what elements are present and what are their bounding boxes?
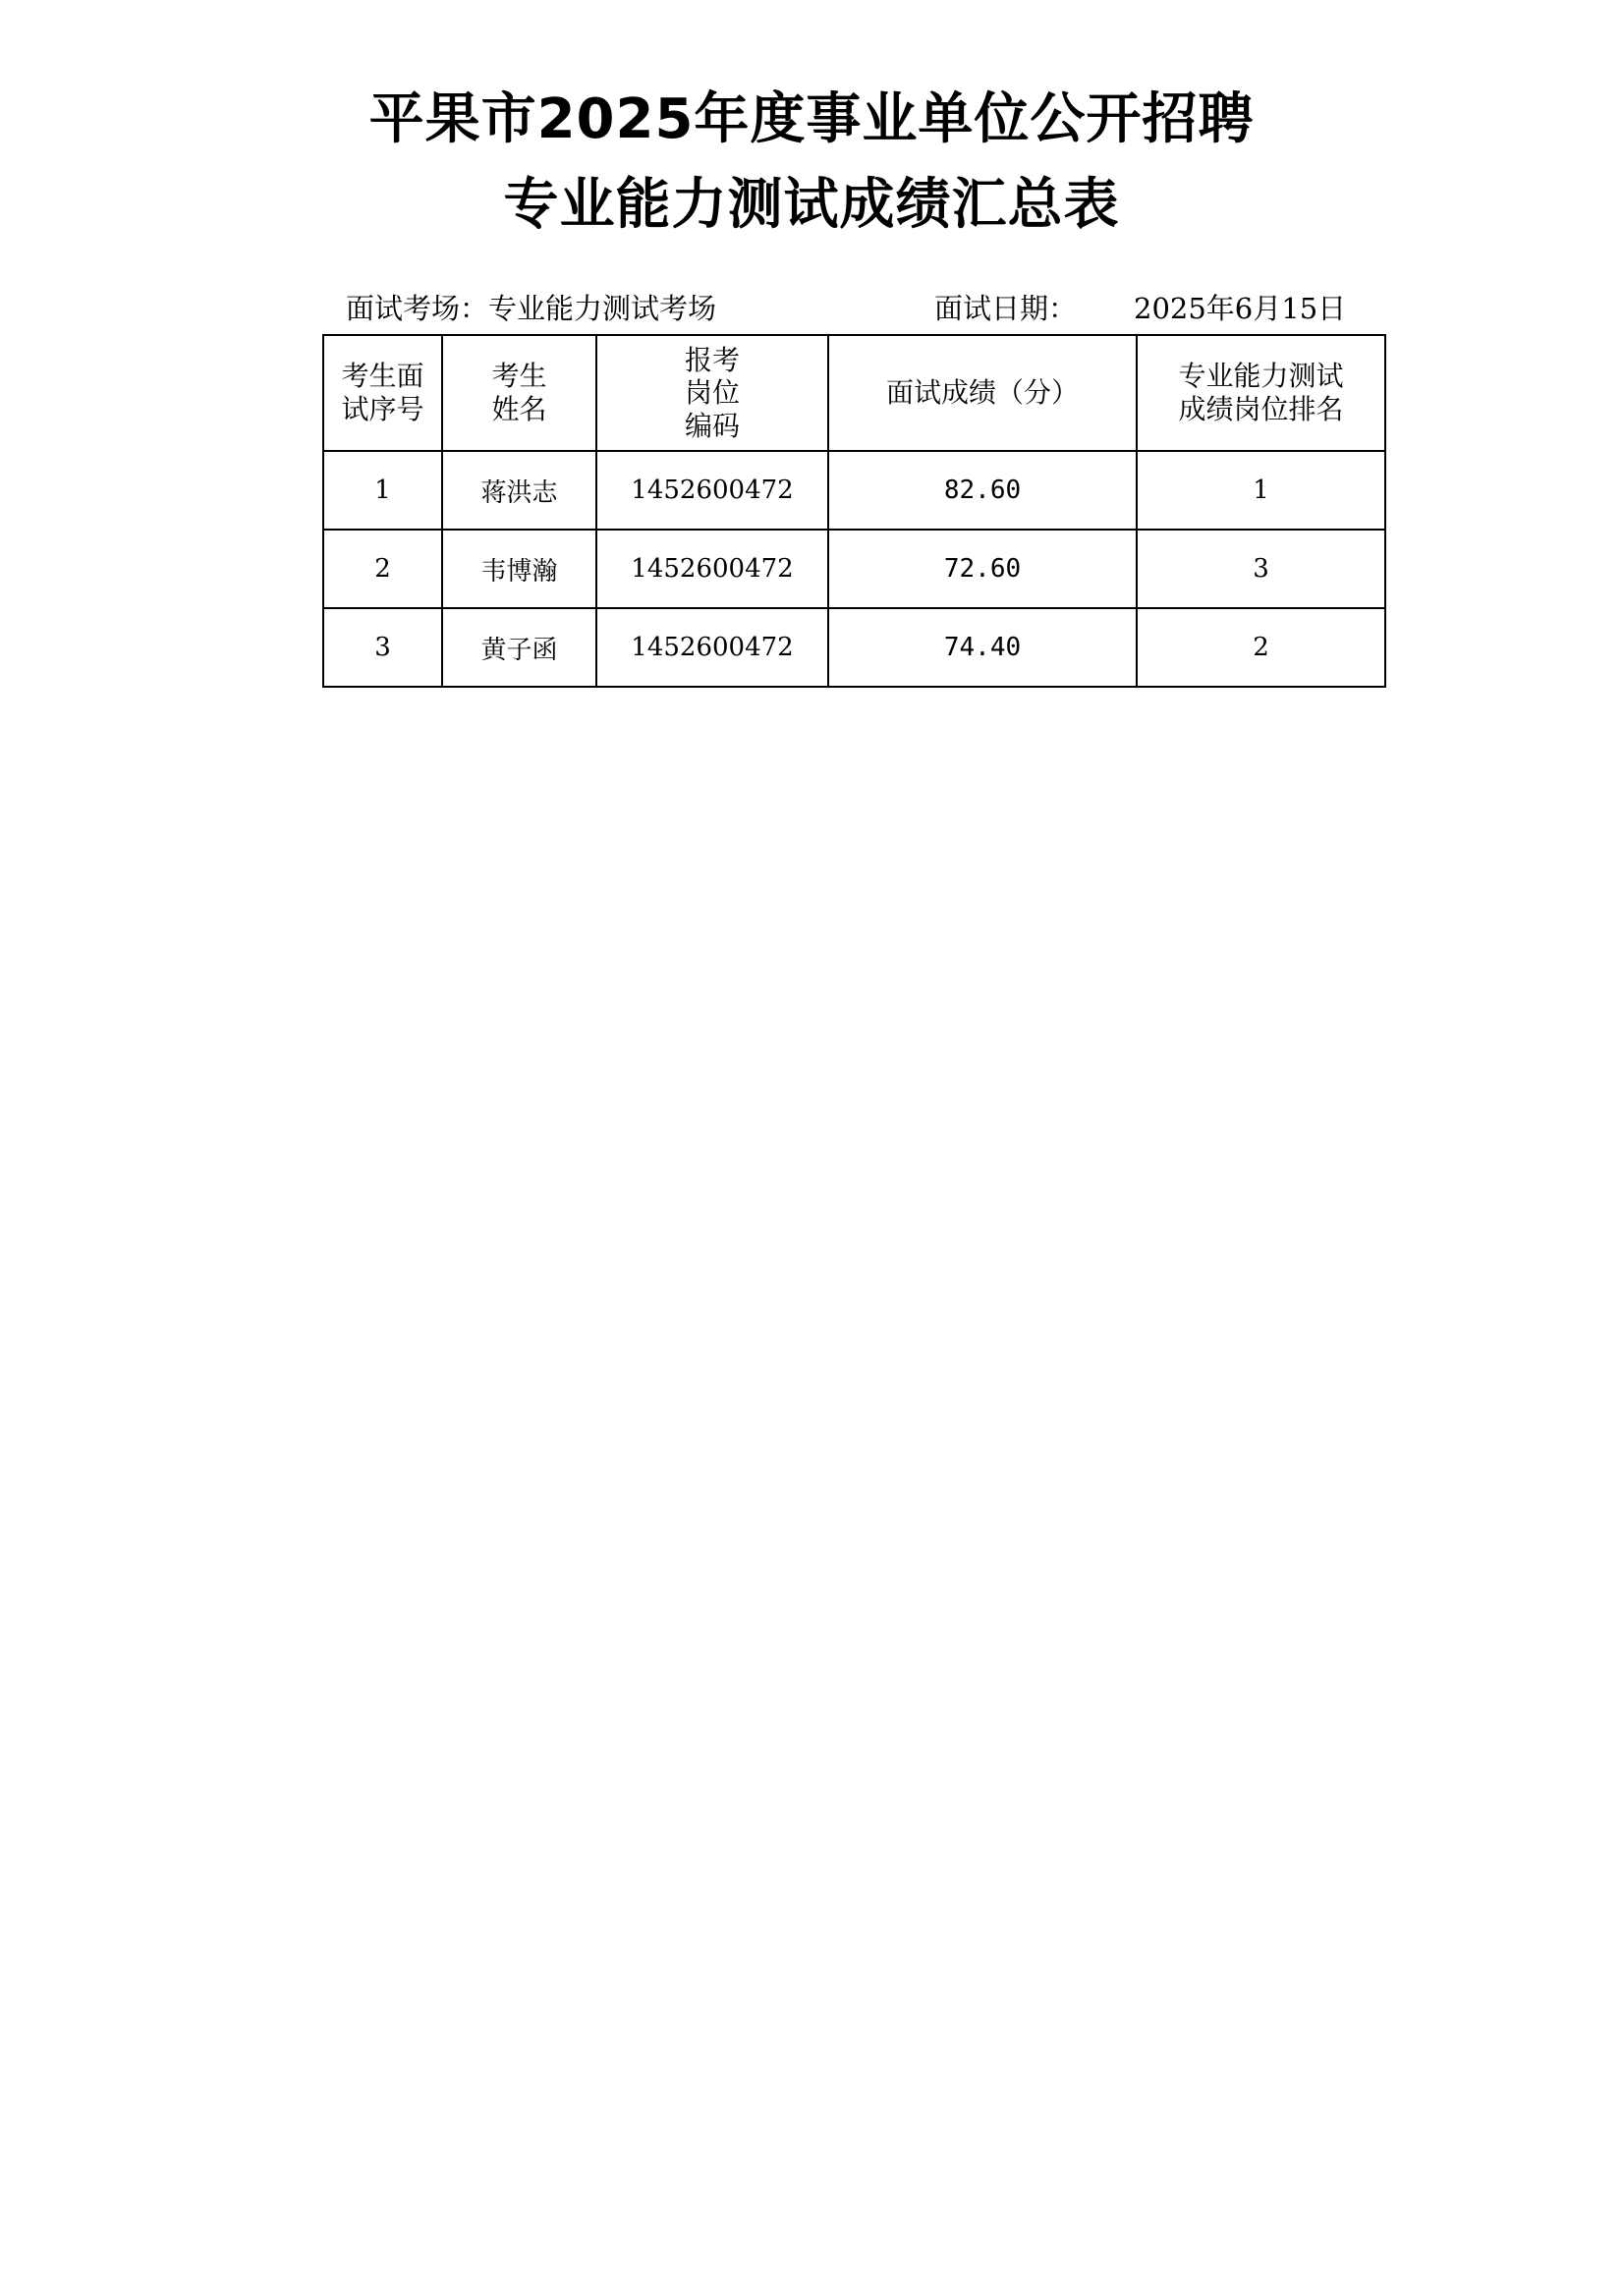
header-seq-line-1: 考生面 (341, 360, 424, 393)
header-seq-line-2: 试序号 (341, 393, 424, 425)
header-name-line-2: 姓名 (491, 393, 547, 425)
header-rank-line-1: 专业能力测试 (1178, 360, 1344, 393)
cell-position-code: 1452600472 (596, 451, 828, 530)
interview-date-value: 2025年6月15日 (1134, 292, 1347, 325)
interview-venue: 面试考场：专业能力测试考场 (346, 292, 717, 325)
table-row (323, 451, 1385, 530)
header-seq (323, 335, 442, 451)
header-rank (1137, 335, 1385, 451)
cell-score: 74.40 (828, 608, 1137, 687)
header-code-line-2: 岗位 (684, 376, 740, 410)
header-rank-line-2: 成绩岗位排名 (1178, 393, 1344, 425)
interview-date-label: 面试日期： (934, 292, 1078, 325)
cell-seq: 2 (323, 530, 442, 608)
header-position-code (596, 335, 828, 451)
cell-position-code: 1452600472 (596, 530, 828, 608)
cell-seq: 3 (323, 608, 442, 687)
cell-score: 82.60 (828, 451, 1137, 530)
cell-rank: 2 (1137, 608, 1385, 687)
cell-rank: 1 (1137, 451, 1385, 530)
header-name-line-1: 考生 (491, 360, 547, 393)
header-score (828, 335, 1137, 451)
cell-score: 72.60 (828, 530, 1137, 608)
document-title-line-1: 平果市2025年度事业单位公开招聘 (368, 87, 1255, 151)
cell-name: 黄子函 (442, 608, 596, 687)
header-score-line-1: 面试成绩（分） (885, 376, 1079, 410)
header-name (442, 335, 596, 451)
cell-seq: 1 (323, 451, 442, 530)
cell-name: 韦博瀚 (442, 530, 596, 608)
table-header-row (323, 335, 1385, 451)
cell-name: 蒋洪志 (442, 451, 596, 530)
header-code-line-3: 编码 (684, 409, 740, 442)
table-row (323, 530, 1385, 608)
score-summary-table (322, 334, 1386, 688)
header-code-line-1: 报考 (684, 343, 740, 376)
table-row (323, 608, 1385, 687)
cell-rank: 3 (1137, 530, 1385, 608)
cell-position-code: 1452600472 (596, 608, 828, 687)
document-title-line-2: 专业能力测试成绩汇总表 (503, 173, 1120, 237)
